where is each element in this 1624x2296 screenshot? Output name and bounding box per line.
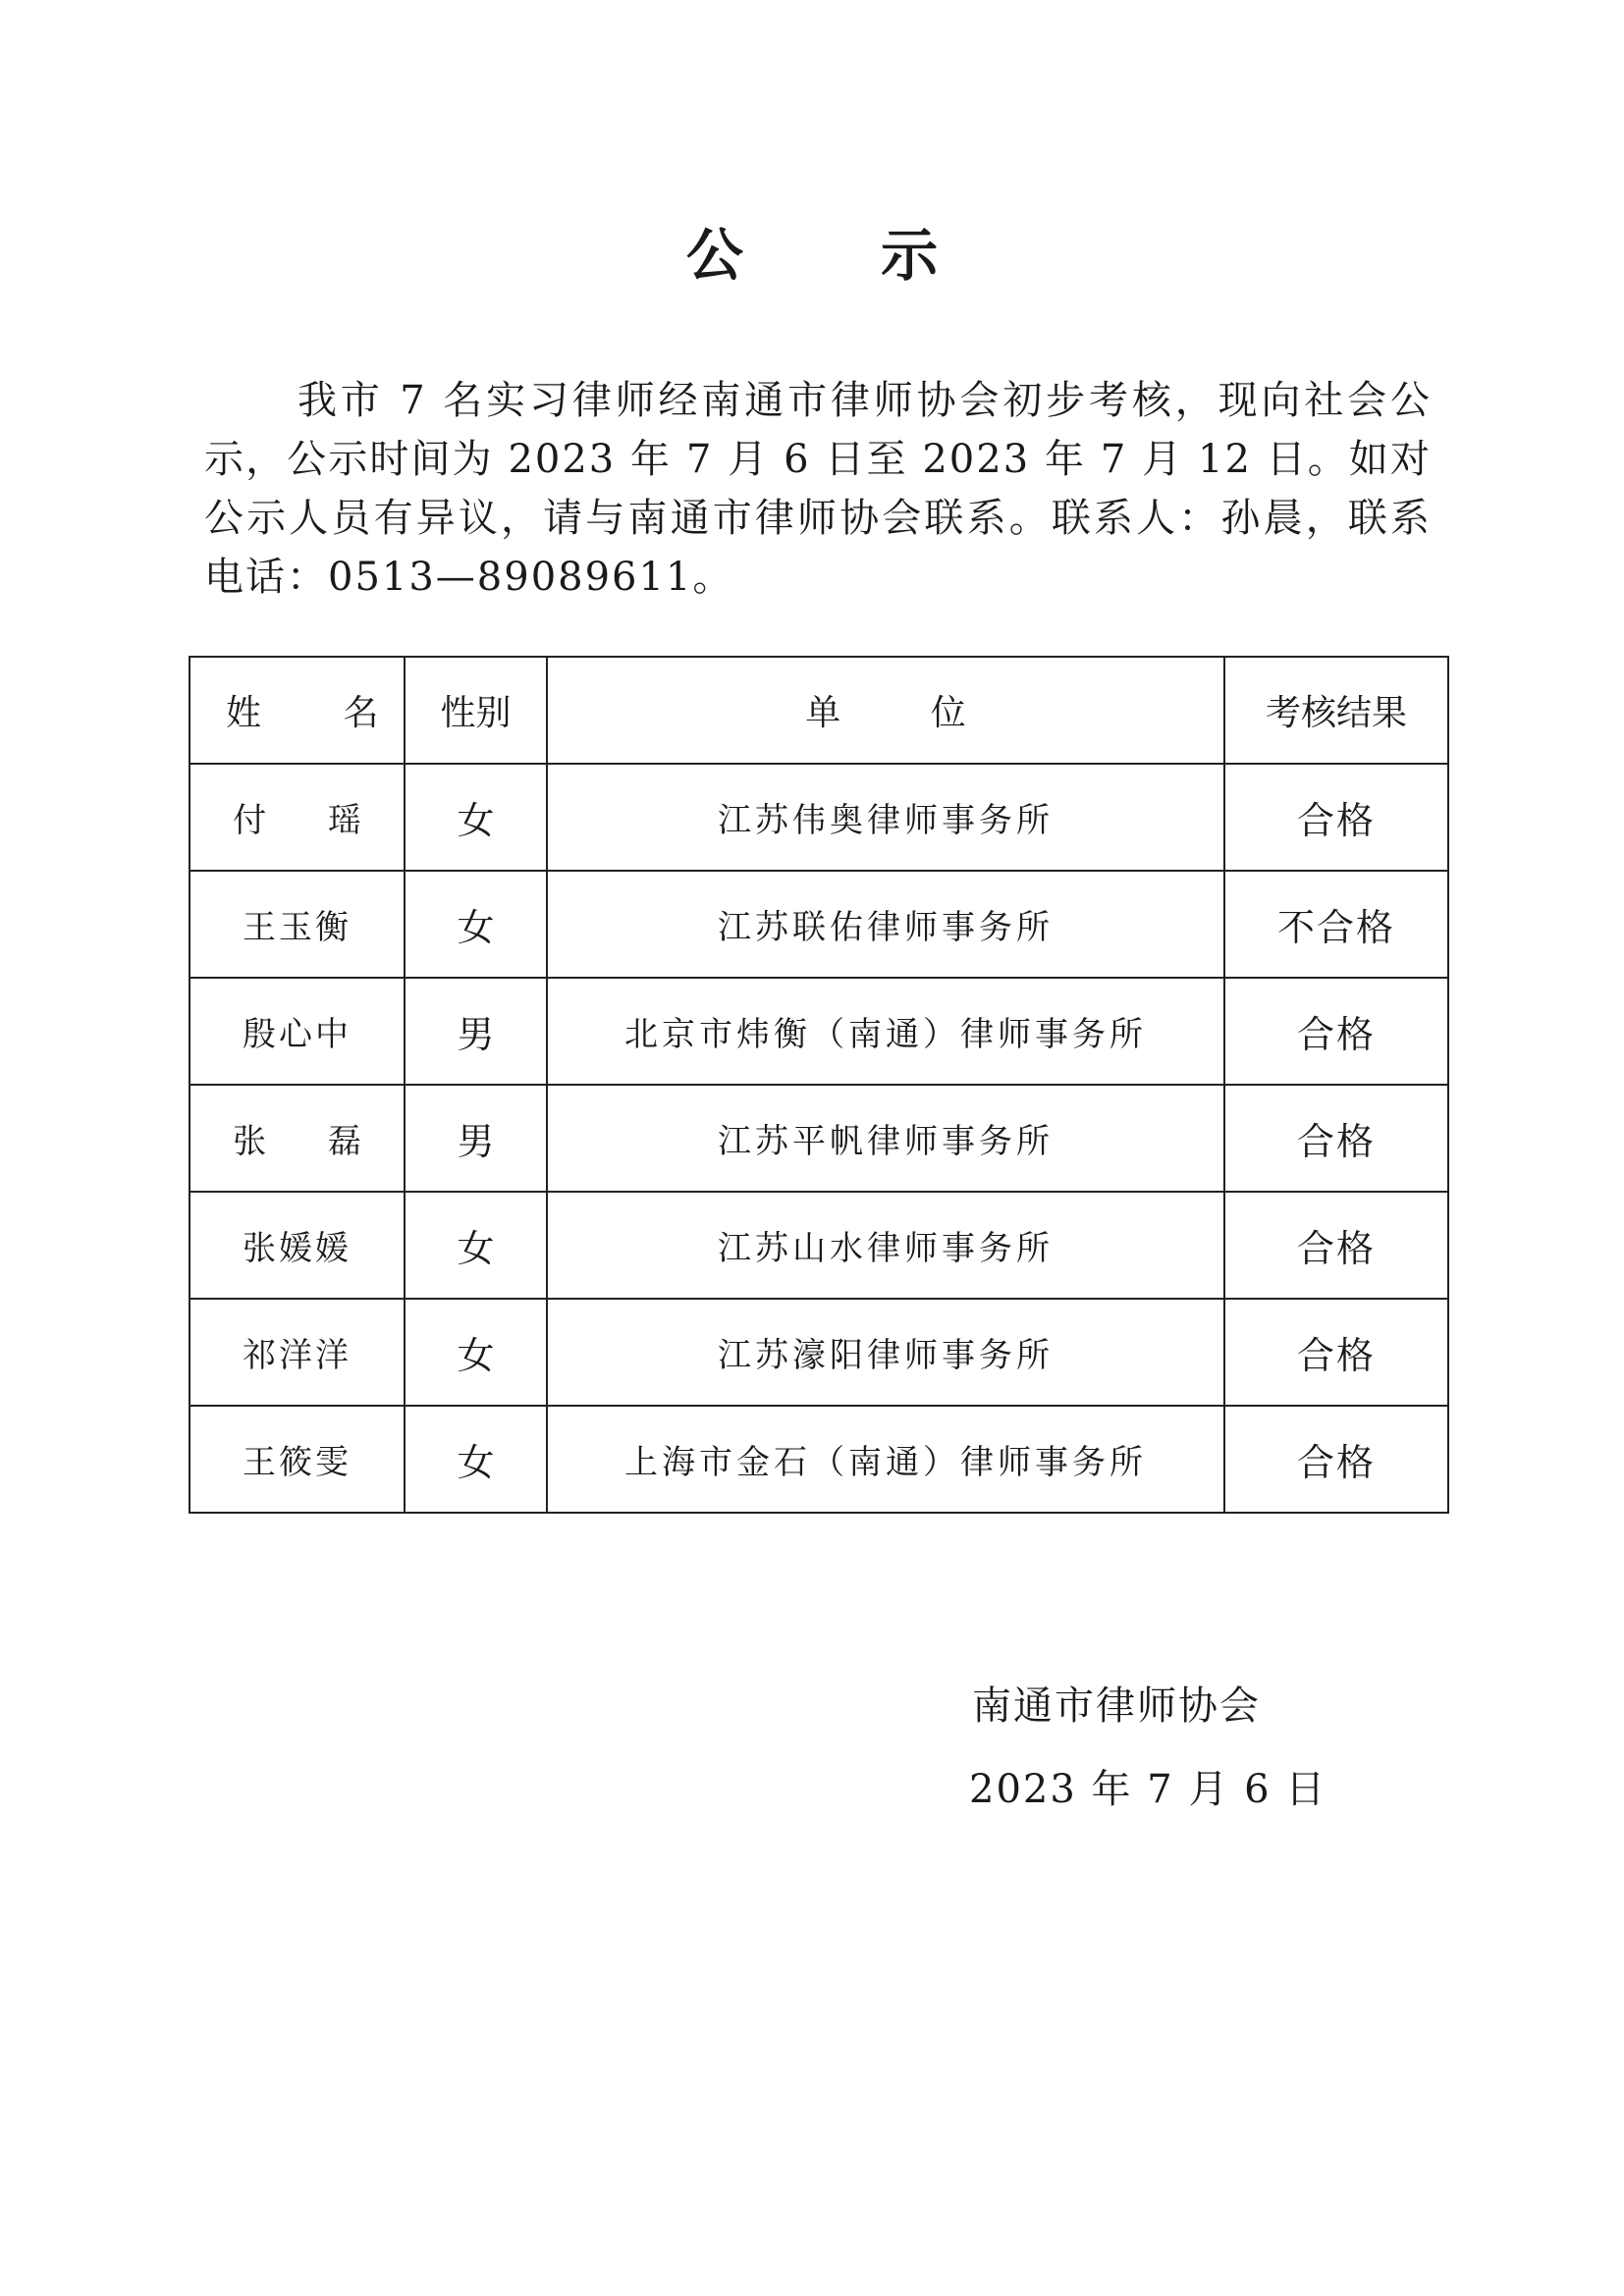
cell-result: 合格 [1224, 1085, 1448, 1192]
document-title: 公 示 [685, 222, 998, 289]
table-row [189, 1192, 1448, 1299]
cell-gender: 女 [405, 1299, 547, 1406]
table-row [189, 1085, 1448, 1192]
cell-result: 不合格 [1224, 871, 1448, 978]
signature-organization: 南通市律师协会 [972, 1683, 1261, 1729]
header-name: 姓 名 [189, 657, 405, 764]
cell-unit: 江苏平帆律师事务所 [547, 1085, 1224, 1192]
announcement-paragraph: 我市 7 名实习律师经南通市律师协会初步考核，现向社会公示，公示时间为 2023 年 7 月 6 日至 2023 年 7 月 12 日。如对公示人员有异议，请与南通市律师协会联系。联系人：孙晨，联系电话：0513—89089611。 [204, 378, 1432, 600]
cell-unit: 江苏山水律师事务所 [547, 1192, 1224, 1299]
cell-gender: 女 [405, 1192, 547, 1299]
cell-unit: 上海市金石（南通）律师事务所 [547, 1406, 1224, 1513]
cell-unit: 北京市炜衡（南通）律师事务所 [547, 978, 1224, 1085]
cell-gender: 女 [405, 871, 547, 978]
cell-unit: 江苏濠阳律师事务所 [547, 1299, 1224, 1406]
cell-gender: 男 [405, 978, 547, 1085]
cell-name: 王筱雯 [189, 1406, 405, 1513]
header-gender: 性别 [405, 657, 547, 764]
table-row [189, 764, 1448, 871]
signature-date: 2023 年 7 月 6 日 [969, 1767, 1327, 1812]
table-row [189, 871, 1448, 978]
cell-gender: 女 [405, 764, 547, 871]
table-header-row [189, 657, 1448, 764]
cell-gender: 男 [405, 1085, 547, 1192]
cell-name: 付 瑶 [189, 764, 405, 871]
table-row [189, 978, 1448, 1085]
cell-name: 祁洋洋 [189, 1299, 405, 1406]
header-unit: 单 位 [547, 657, 1224, 764]
table-row [189, 1299, 1448, 1406]
results-table [189, 656, 1449, 1514]
cell-result: 合格 [1224, 764, 1448, 871]
cell-gender: 女 [405, 1406, 547, 1513]
table-row [189, 1406, 1448, 1513]
cell-name: 张媛媛 [189, 1192, 405, 1299]
cell-result: 合格 [1224, 1406, 1448, 1513]
header-result: 考核结果 [1224, 657, 1448, 764]
cell-unit: 江苏伟奥律师事务所 [547, 764, 1224, 871]
cell-name: 张 磊 [189, 1085, 405, 1192]
cell-name: 殷心中 [189, 978, 405, 1085]
cell-result: 合格 [1224, 1192, 1448, 1299]
cell-result: 合格 [1224, 1299, 1448, 1406]
cell-unit: 江苏联佑律师事务所 [547, 871, 1224, 978]
cell-name: 王玉衡 [189, 871, 405, 978]
cell-result: 合格 [1224, 978, 1448, 1085]
